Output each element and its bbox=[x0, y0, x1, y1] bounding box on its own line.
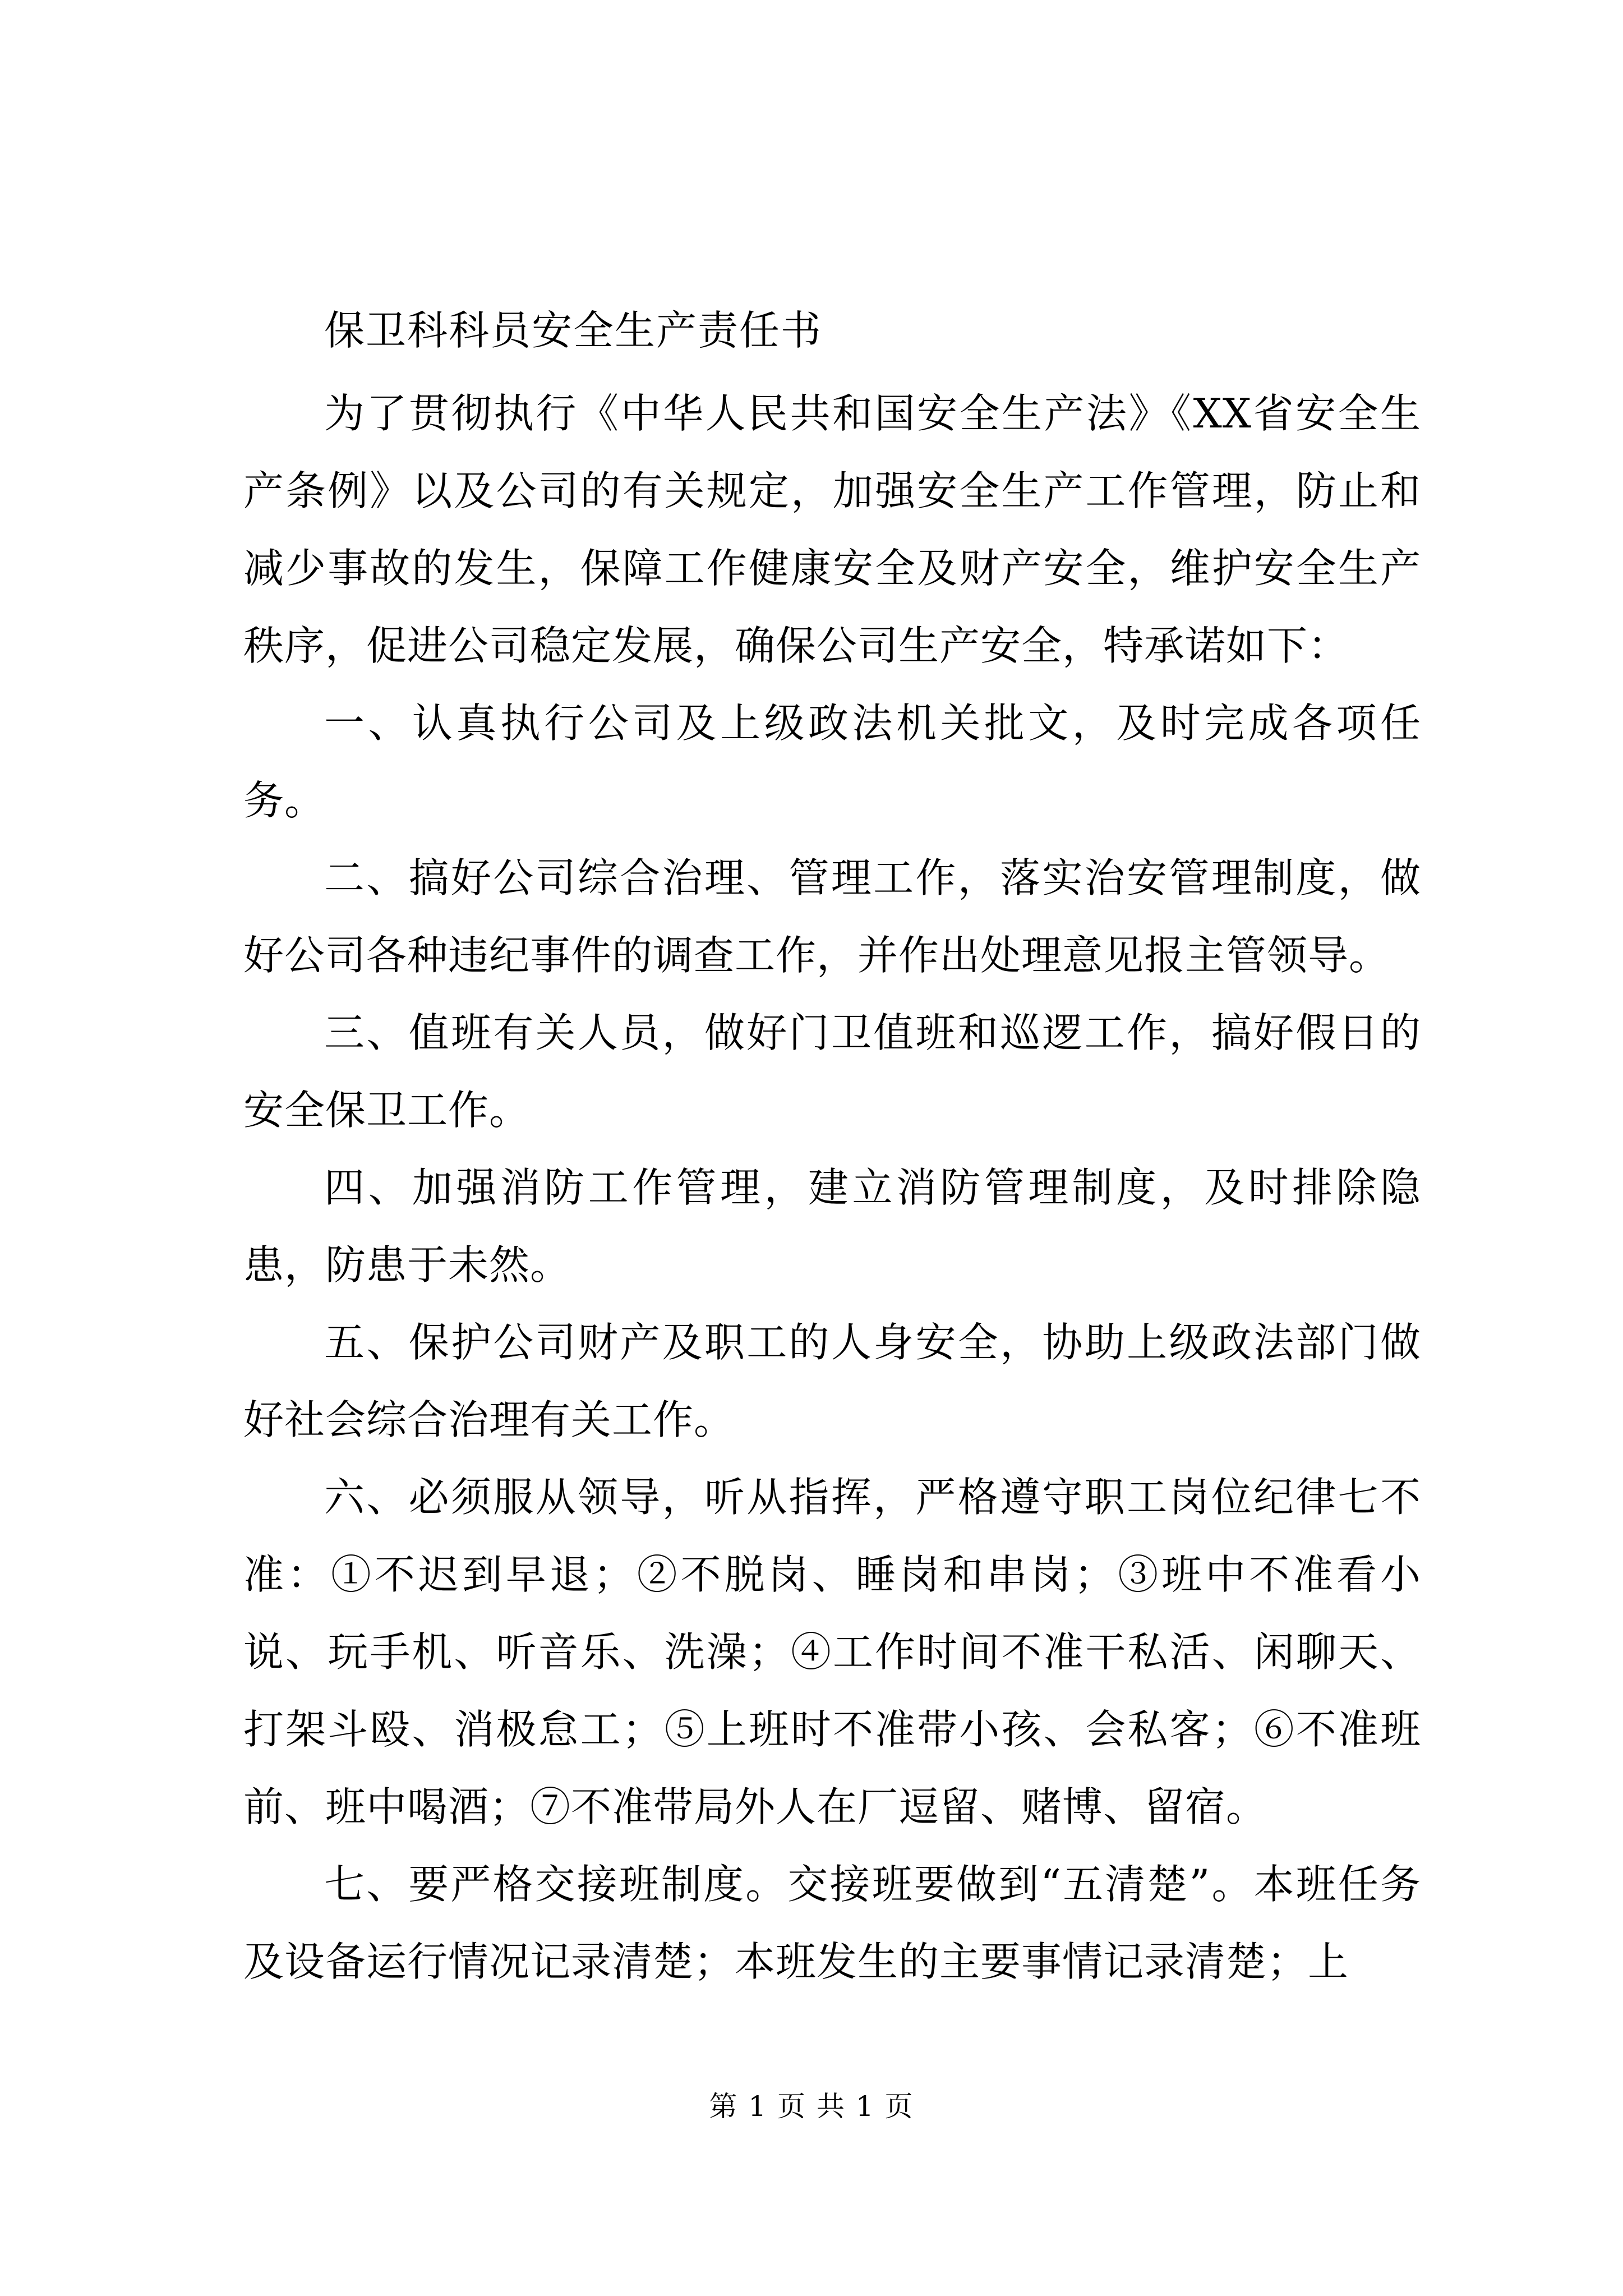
paragraph-intro: 为了贯彻执行《中华人民共和国安全生产法》《XX省安全生产条例》以及公司的有关规定，加强安全生产工作管理，防止和减少事故的发生，保障工作健康安全及财产安全，维护安全生产秩序，促进公司稳定发展，确保公司生产安全，特承诺如下： bbox=[243, 390, 1421, 669]
page-footer: 第 1 页 共 1 页 bbox=[709, 2090, 914, 2123]
paragraph-item-5: 五、保护公司财产及职工的人身安全，协助上级政法部门做好社会综合治理有关工作。 bbox=[243, 1319, 1421, 1443]
paragraph-item-7: 七、要严格交接班制度。交接班要做到“五清楚”。本班任务及设备运行情况记录清楚；本班发生的主要事情记录清楚；上 bbox=[243, 1861, 1421, 1985]
paragraph-item-6: 六、必须服从领导，听从指挥，严格遵守职工岗位纪律七不准：①不迟到早退；②不脱岗、睡岗和串岗；③班中不准看小说、玩手机、听音乐、洗澡；④工作时间不准干私活、闲聊天、打架斗殴、消极怠工；⑤上班时不准带小孩、会私客；⑥不准班前、班中喝酒；⑦不准带局外人在厂逗留、赌博、留宿。 bbox=[243, 1474, 1421, 1830]
paragraph-item-4: 四、加强消防工作管理，建立消防管理制度，及时排除隐患，防患于未然。 bbox=[243, 1164, 1421, 1289]
document-title: 保卫科科员安全生产责任书 bbox=[324, 307, 823, 354]
paragraph-item-2: 二、搞好公司综合治理、管理工作，落实治安管理制度，做好公司各种违纪事件的调查工作，并作出处理意见报主管领导。 bbox=[243, 854, 1421, 979]
paragraph-item-3: 三、值班有关人员，做好门卫值班和巡逻工作，搞好假日的安全保卫工作。 bbox=[243, 1009, 1421, 1134]
document-body bbox=[243, 292, 1421, 2000]
paragraph-item-1: 一、认真执行公司及上级政法机关批文，及时完成各项任务。 bbox=[243, 700, 1421, 824]
